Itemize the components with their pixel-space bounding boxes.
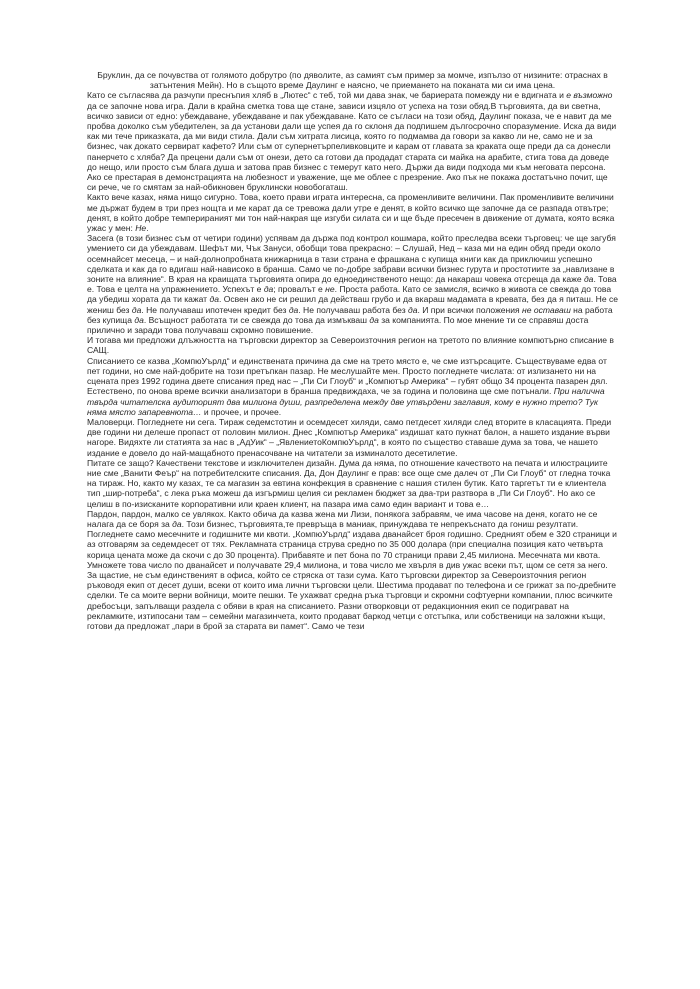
text-run: . (146, 223, 149, 234)
italic-text: да (209, 294, 219, 305)
text-run: . Всъщност работата ти се свежда до това да измъкваш (143, 314, 370, 325)
italic-text: да (134, 314, 144, 325)
text-run: . Не получаваш ипотечен кредит без (141, 304, 289, 315)
paragraph (87, 509, 618, 570)
text-run: Питате се защо? Качествени текстове и изключителен дизайн. Дума да няма, по отношение качеството на печата и илюстрациите ние сме „Ванити Феър“ на потребителските списания. Да, Дон Даулинг е прав: все още сме далеч от „Пи Си Глоуб“ от гледна точка на тираж. Но, както му казах, те са магазин за евтина конфекция в сравнение с нашия стилен бутик. Като таргетът ти е клиентела тип „шир-потреба“, с лека ръка можеш да изгърмиш целия си рекламен бюджет за два-три разтвора в „Пи Си Глоуб“. Но ако се целиш в по-изисканите корпоративни или краен клиент, на пазара има само един вариант и това е… (87, 457, 611, 509)
italic-text: не (325, 284, 335, 295)
text-run: и прочее, и прочее. (201, 406, 282, 417)
paragraph (87, 458, 618, 509)
text-run: . Този бизнес, търговията,те превръща в маниак, принуждава те непрекъснато да гониш резултати. Погледнете само месечните и годишните ми квоти. „КомпюУърлд“ издава дванайсет броя годишно. Средният обем е 320 страници и аз отговарям за седемдесет от тях. Рекламната страница струва средно по 35 000 долара (при специална позиция като четвърта корица цената може да скочи с до 30 процента). Прибавяте и пет бона по 70 страници прави 2,45 милиона. Месечната ми квота. Умножете това число по дванайсет и получавате 29,4 милиона, и това число ме хвърля в див ужас всеки път, щом се сетя за него. (87, 518, 617, 570)
italic-text: да (131, 304, 142, 315)
text-run: . Проста работа. Като се замисля, всичко в живота се свежда до това да убедиш хората да ти кажат (87, 284, 612, 305)
italic-text: да (583, 274, 594, 285)
italic-text: да (408, 304, 418, 315)
text-run: . Освен ако не си решил да действаш грубо и да вкараш мадамата в кревата, без да я питаш. Не се жениш без (87, 294, 618, 315)
italic-text: е възможно (566, 90, 613, 101)
text-run: И тогава ми предложи длъжността на търговски директор за Североизточния регион на третото по влияние компютърно списание в САЩ. (87, 335, 614, 356)
italic-text: При налична твърда читателска аудиторият два милиона души, разпределена между две утвърдени заглавия, кому е нужно трето? Тук няма място запаревнюта… (87, 386, 605, 417)
italic-text: да (288, 304, 299, 315)
text-run: на работа без купища (87, 304, 613, 325)
text-run: Маловерци. Погледнете ни сега. Тираж седемстотин и осемдесет хиляди, само петдесет хиляди след вторите в класацията. Преди две години ни делеше пропаст от половин милион. Днес „Компютър Америка“ издишат като пукнат балон, а нашето издание върви нагоре. Видяхте ли статията за нас в „АдУик“ – „ЯвлениетоКомпюУърлд“, в която по същество ставаше дума за това, че нашето издание е довело до най-мащабното пренасочване на читатели за изминалото десетилетие. (87, 416, 612, 458)
text-run: За щастие, не съм единственият в офиса, който се стряска от тази сума. Като търговски директор за Североизточния регион ръководя екип от десет души, всеки от които има лични търговски цели. Шестима продават по телефона и се грижат за по-дребните сделки. Те са моите верни войници, моите пешки. Те ухажват средна ръка търговци и скромни софтуерни компании, плюс всичките дребосъци, запълващи раздела с обяви в края на списанието. Разни отворковци от редакционния екип се подиграват на рекламките, изтипосани там – семейни магазинчета, които продават баркод четци с отстъпка, или собственици на заложни къщи, готови да предложат „пари в брой за старата ви памет“. Само че тези (87, 569, 617, 631)
italic-text: да (369, 314, 379, 325)
italic-text: не оставаш (522, 304, 571, 315)
text-run: . Това е. Това е целта на упражнението. Успехът е (87, 274, 617, 295)
text-run: Като се съгласява да разчупи преснъпия хляб в „Лютес“ с теб, той ми дава знак, че бариерата помежду ни е вдигната и (87, 90, 567, 101)
paragraph (87, 233, 618, 335)
paragraph (87, 70, 618, 90)
paragraph (87, 90, 618, 192)
text-run: Бруклин, да се почувства от голямото добрутро (по дяволите, аз самият съм пример за момче, изпълзо от низините: отраснах в затънтения Мейн). Но в същото време Даулинг е наясно, че приемането на поканата ми си има цена. (97, 70, 608, 91)
text-run: ; провалът е (273, 284, 326, 295)
text-run: Пардон, пардон, малко се увлякох. Както обича да казва жена ми Лизи, понякога забравям, че има часове на деня, когато не се налага да се боря за (87, 508, 598, 529)
italic-text: да (263, 284, 274, 295)
text-run: . Не получаваш работа без (298, 304, 409, 315)
italic-text: да (172, 518, 182, 529)
text-run: за компанията. По мое мнение ти се справяш доста прилично и заради това получаваш скромно повишение. (87, 314, 589, 336)
paragraph (87, 570, 618, 631)
text-run: Засега (в този бизнес съм от четири години) успявам да държа под контрол кошмара, който преследва всеки търговец: че ще загубя умението си да убеждавам. Шефът ми, Чък Зануси, обобщи това прекрасно: – Слушай, Нед – каза ми на един обяд преди около осемнайсет месеца, – и най-долнопробната книжарница в тази страна е фрашкана с купища книги как да приключиш успешно сделката и как да го вдигаш най-нависоко в бранша. Само че по-добре забрави всички бизнес гурута и простотиите за „навлизане в зоните на влияние“. В края на краищата търговията опира до едноединственото нещо: да накараш човека отсреща да каже (87, 233, 616, 285)
text-run: Списанието се казва „КомпюУърлд“ и единствената причина да сме на трето място е, че сме изтърсаците. Съществуваме едва от пет години, но сме най-добрите на този претъпкан пазар. Не меслушайте мен. Просто погледнете числата: от излизането ни на сцената през 1992 година двете списания пред нас – „Пи Си Глоуб“ и „Компютър Америка“ – губят общо 34 процента пазарен дял. Естествено, по онова време всички анализатори в бранша предвиждаха, че за година и половина ще сме потънали. (87, 355, 608, 397)
paragraph (87, 192, 618, 233)
italic-text: Не (135, 223, 147, 234)
paragraph (87, 335, 618, 355)
document-page (87, 70, 618, 631)
paragraph (87, 417, 618, 458)
text-run: да се започне нова игра. Дали в крайна сметка това ще стане, зависи изцяло от успеха на този обяд.В търговията, да ви светна, всичко зависи от едно: убеждаване, убеждаване и пак убеждаване. Като се съгласи на този обяд, Даулинг показа, че е навит да ме пробва доколко съм убедителен, за да установи дали ще успея да го склоня да подпишем дългосрочно споразумение. Иска да види как ми тече приказката, да ми види стила. Дали съм хитрата лисица, която го подмамва да говори за какво ли не, само не и за бизнес, чак докато сервират кафето? Или съм от супернетърпеливковците и карам от главата за краката още преди да са донесли панерчето с хляба? Да прецени дали съм от онези, дето са готови да продадат старата си майка на арабите, стига това да доведе до нещо, или просто съм блага душа и затова прав бизнес с темерут като него. Държи да види подхода ми към неговата персона. Ако се престарая в демонстрацията на любезност и уважение, ще ме облее с презрение. Ако пък не покажа достатъчно почит, ще си рече, че го смятам за най-обикновен бруклински новобогаташ. (87, 100, 617, 193)
paragraph (87, 356, 618, 417)
text-run: . И при всички положения (417, 304, 523, 315)
text-run: Както вече казах, няма нищо сигурно. Това, което прави играта интересна, са променливите величини. Пак променливите величини ме държат будем в три през нощта и ме карат да се тревожа дали утре е денят, в който всичко ще започне да се разпада отвътре; денят, в който добре темперираният ми тон най-накрая ще изгуби силата си и ще бъде пресечен в движение от думата, която всяка ужас у мен: (87, 192, 615, 234)
